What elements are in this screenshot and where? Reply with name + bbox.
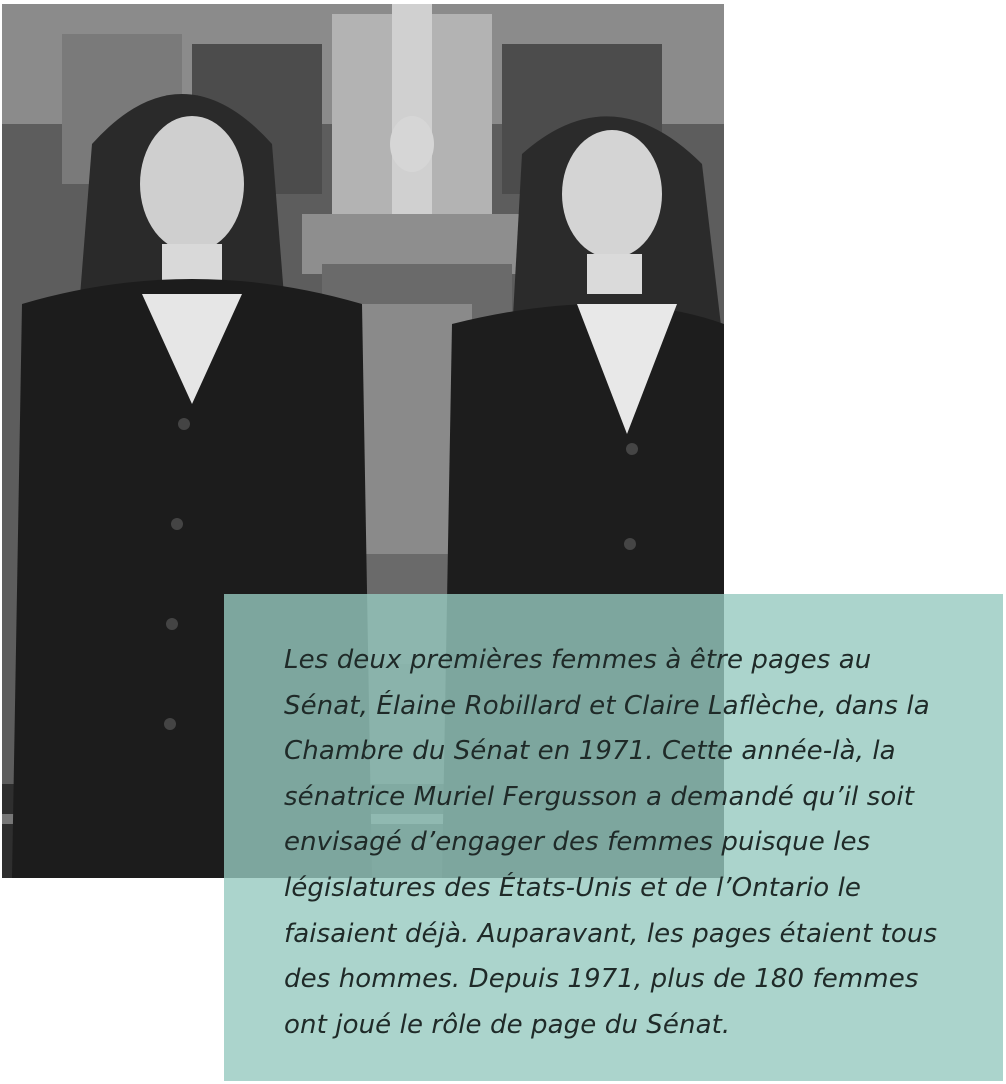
caption-panel [224, 594, 1003, 1081]
caption-text: Les deux premières femmes à être pages au Sénat, Élaine Robillard et Claire Laflèche, dans la Chambre du Sénat en 1971. Cette année-là, la sénatrice Muriel Fergusson a demandé qu’il soit envisagé d’engager des femmes puisque les législatures des États-Unis et de l’Ontario le faisaient déjà. Auparavant, les pages étaient tous des hommes. Depuis 1971, plus de 180 femmes ont joué le rôle de page du Sénat. [284, 645, 938, 1040]
